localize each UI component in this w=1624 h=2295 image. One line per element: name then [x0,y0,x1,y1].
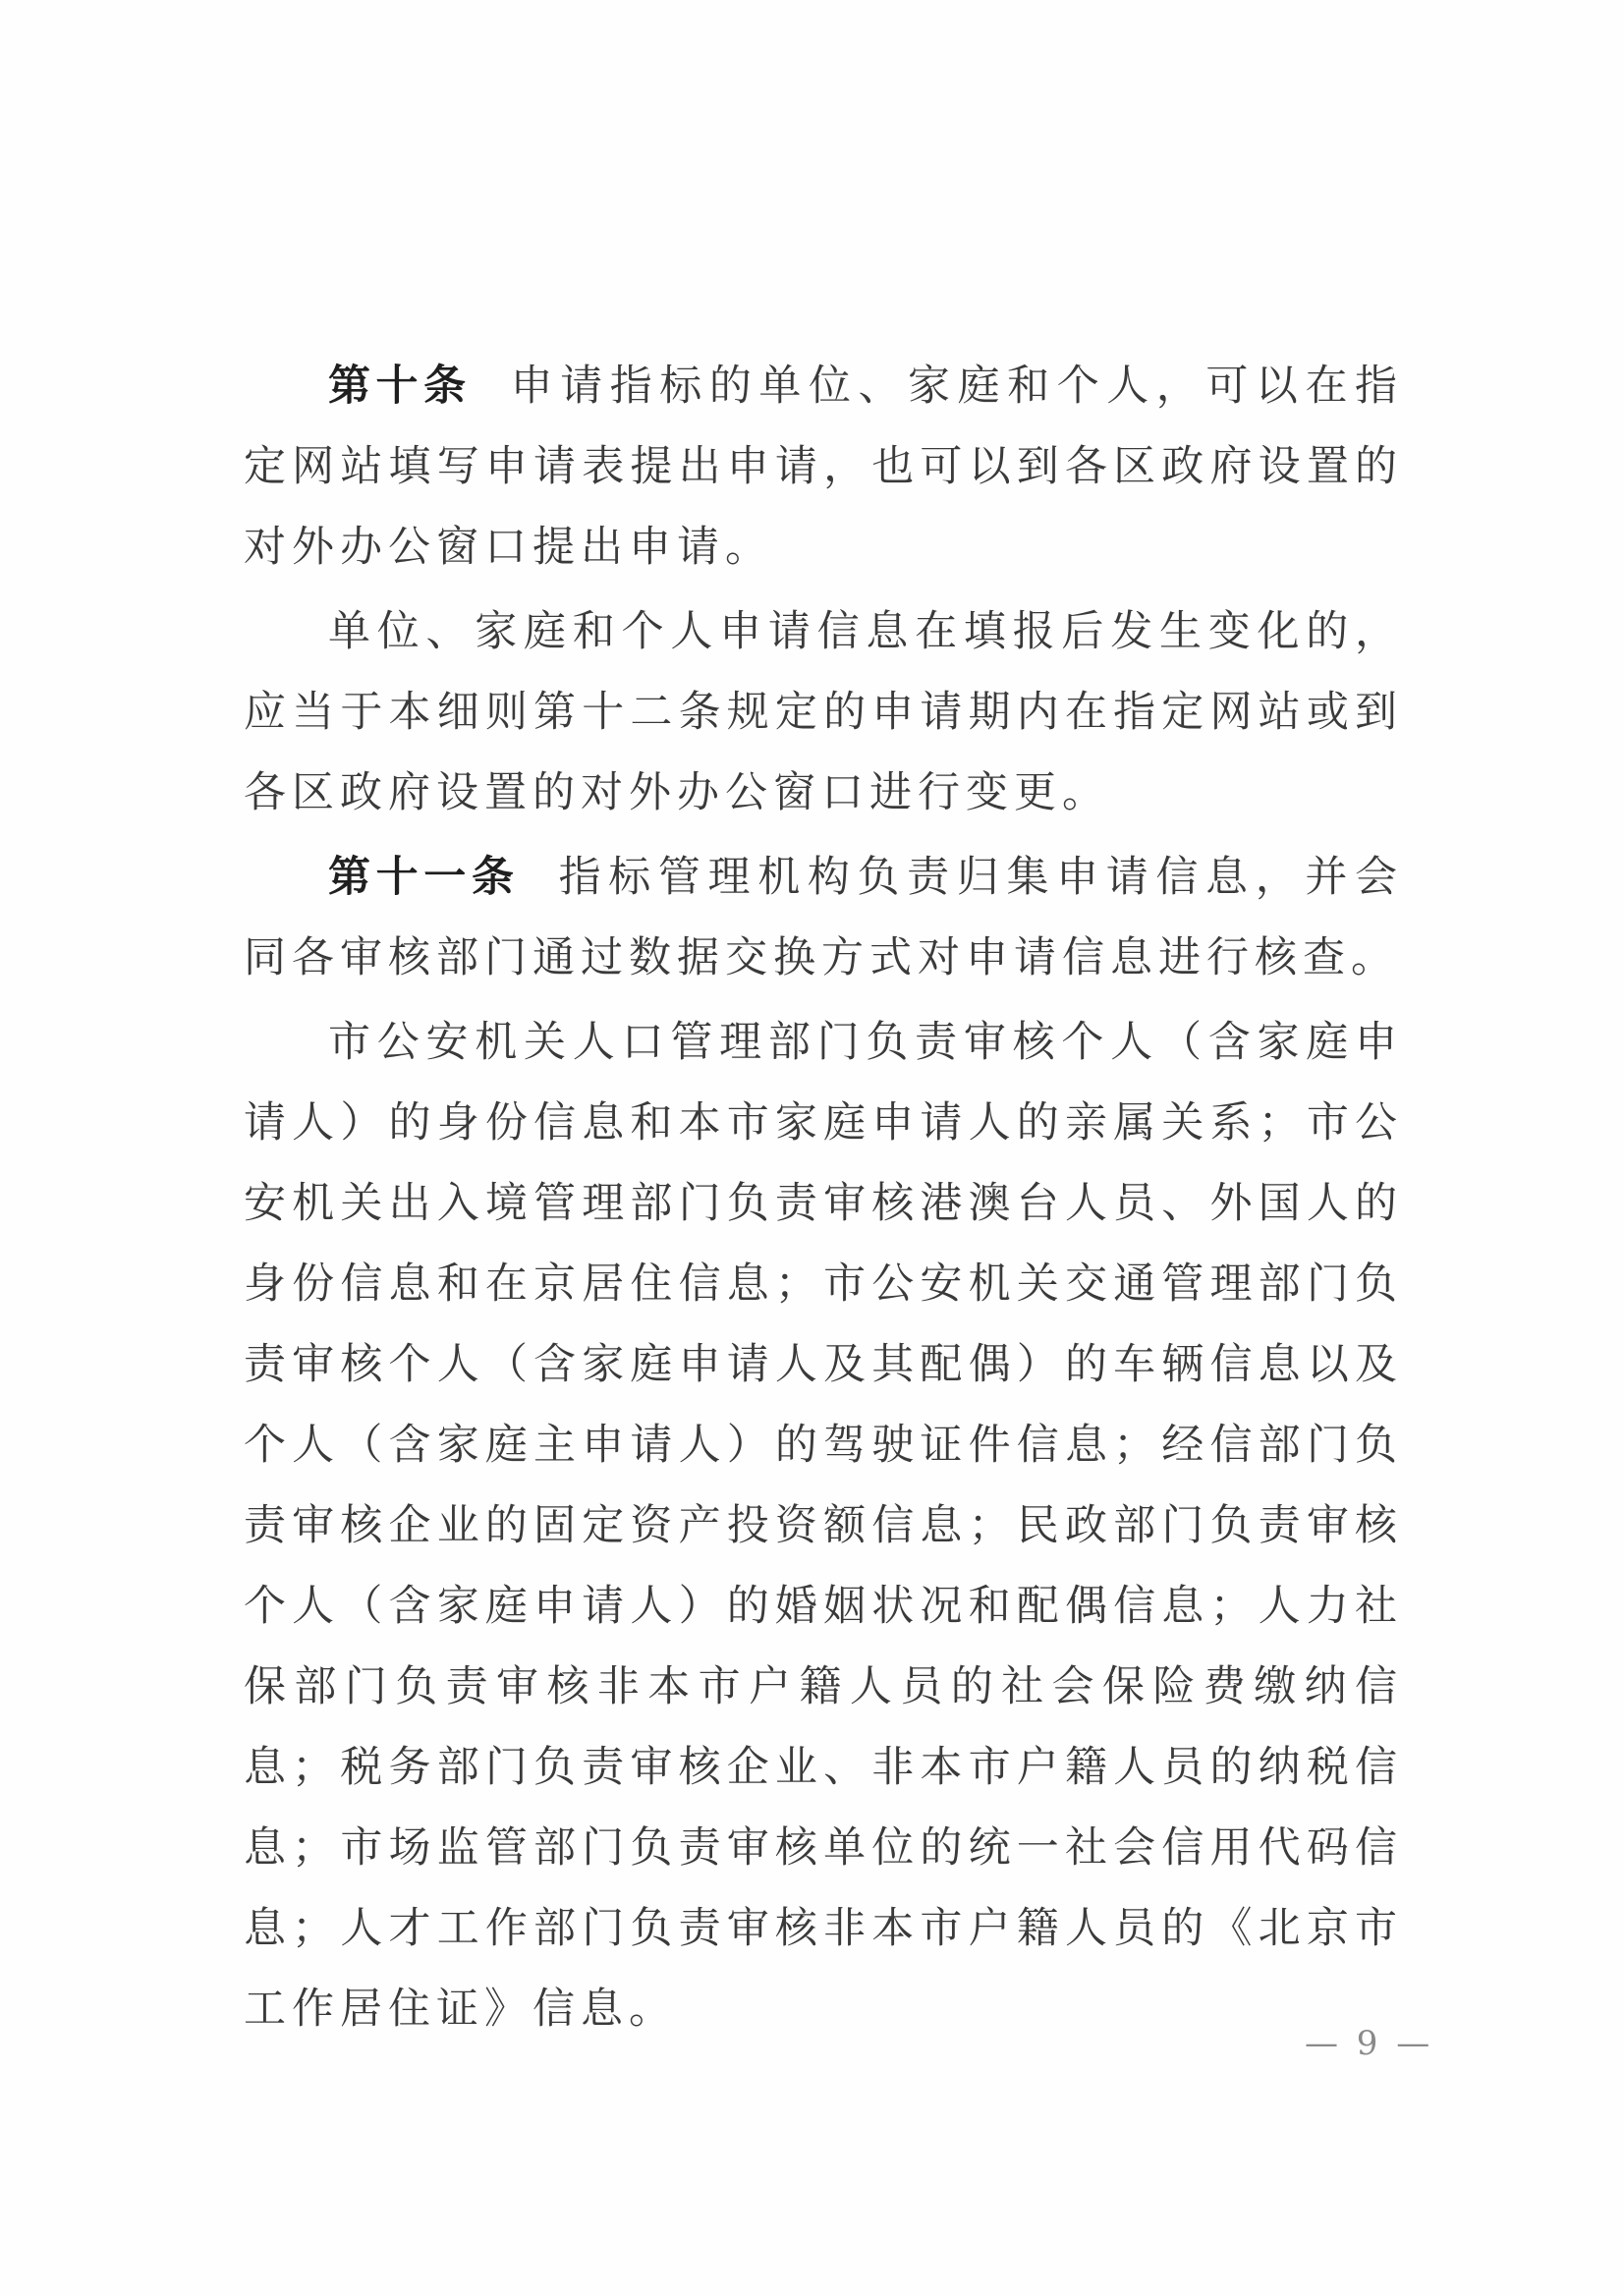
article-10-paragraph-1 [244,346,1403,588]
article-11-text-2: 市公安机关人口管理部门负责审核个人（含家庭申请人）的身份信息和本市家庭申请人的亲属关系；市公安机关出入境管理部门负责审核港澳台人员、外国人的身份信息和在京居住信息；市公安机关交通管理部门负责审核个人（含家庭申请人及其配偶）的车辆信息以及个人（含家庭主申请人）的驾驶证件信息；经信部门负责审核企业的固定资产投资额信息；民政部门负责审核个人（含家庭申请人）的婚姻状况和配偶信息；人力社保部门负责审核非本市户籍人员的社会保险费缴纳信息；税务部门负责审核企业、非本市户籍人员的纳税信息；市场监管部门负责审核单位的统一社会信用代码信息；人才工作部门负责审核非本市户籍人员的《北京市工作居住证》信息。 [244,1018,1403,2034]
article-10-paragraph-2 [244,591,1403,833]
document-body [244,346,1403,2053]
article-11-title: 第十一条 [328,853,520,902]
article-11-paragraph-2 [244,1002,1403,2049]
article-10-title: 第十条 [328,362,472,411]
page-number: — 9 — [1305,2024,1434,2063]
article-10-text-2: 单位、家庭和个人申请信息在填报后发生变化的，应当于本细则第十二条规定的申请期内在指定网站或到各区政府设置的对外办公窗口进行变更。 [244,607,1403,817]
article-11-text-1: 指标管理机构负责归集申请信息，并会同各审核部门通过数据交换方式对申请信息进行核查。 [244,853,1404,982]
article-11-paragraph-1 [244,837,1403,998]
article-10-text-1: 申请指标的单位、家庭和个人，可以在指定网站填写申请表提出申请，也可以到各区政府设置的对外办公窗口提出申请。 [244,362,1404,572]
